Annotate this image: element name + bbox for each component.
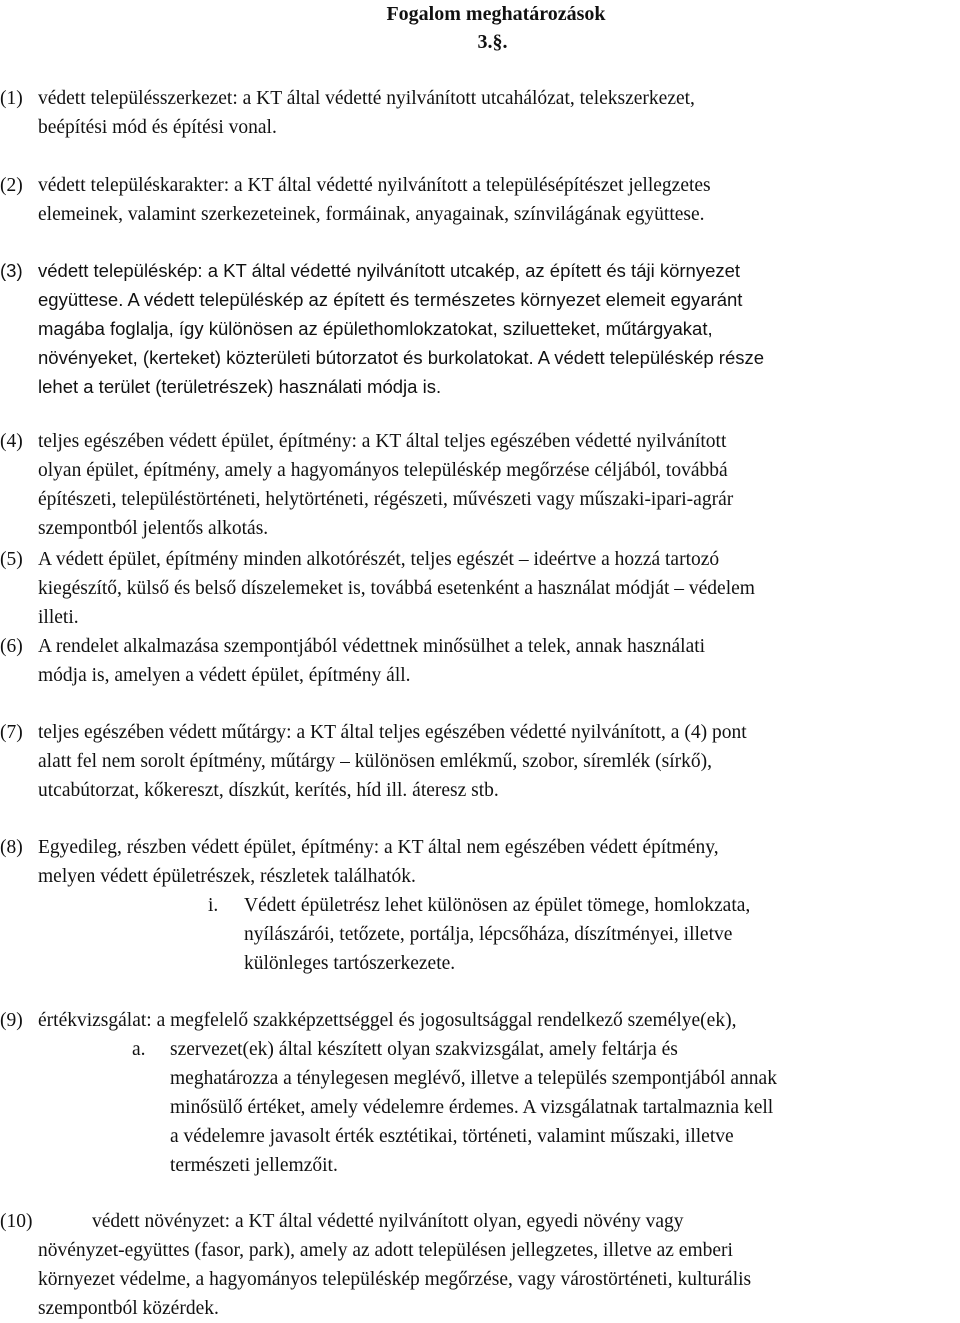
section-number: 3.§. (477, 31, 508, 53)
paragraph-text: illeti. (38, 607, 79, 628)
paragraph-6 (0, 632, 705, 690)
paragraph-text: alatt fel nem sorolt építmény, műtárgy – különösen emlékmű, szobor, síremlék (sírkő), (38, 751, 712, 772)
sub-item-text: a védelemre javasolt érték esztétikai, történeti, valamint műszaki, illetve (170, 1126, 734, 1147)
paragraph-text: Egyedileg, részben védett épület, építmény: a KT által nem egészében védett építmény, (38, 837, 719, 858)
paragraph-text: szempontból közérdek. (38, 1298, 219, 1319)
paragraph-text: védett településkép: a KT által védetté nyilvánított utcakép, az épített és táji környezet (38, 260, 741, 281)
paragraph-text: lehet a terület (területrészek) használati módja is. (38, 376, 442, 397)
sub-item-text: meghatározza a ténylegesen meglévő, illetve a település szempontjából annak (170, 1068, 777, 1089)
paragraph-text: A védett településkép része (533, 347, 765, 368)
paragraph-2 (0, 171, 711, 229)
sub-item-a (132, 1035, 777, 1180)
sub-item-i (208, 891, 750, 978)
paragraph-number: (9) (0, 1010, 23, 1031)
paragraph-text: A rendelet alkalmazása szempontjából védettnek minősülhet a telek, annak használati (38, 636, 706, 657)
paragraph-text: kiegészítő, külső és belső díszelemeket is, továbbá esetenként a használat módját – védelem (38, 578, 755, 599)
paragraph-text: A védett épület, építmény minden alkotórészét, teljes egészét – ideértve a hozzá tartozó (38, 549, 720, 570)
paragraph-8 (0, 833, 719, 891)
paragraph-number: (8) (0, 837, 23, 858)
paragraph-1 (0, 84, 695, 142)
sub-item-text: nyílászárói, tetőzete, portálja, lépcsőháza, díszítményei, illetve (244, 924, 733, 945)
paragraph-number: (3) (0, 260, 23, 281)
document-title: Fogalom meghatározások (386, 3, 606, 25)
paragraph-number: (4) (0, 431, 23, 452)
paragraph-number: (10) (0, 1211, 33, 1232)
paragraph-text: melyen védett épületrészek, részletek találhatók. (38, 866, 416, 887)
sub-item-marker: a. (132, 1039, 146, 1060)
sub-item-text: különleges tartószerkezete. (244, 953, 456, 974)
paragraph-text: elemeinek, valamint szerkezeteinek, formáinak, anyagainak, színvilágának együttese. (38, 204, 705, 225)
sub-item-text: minősülő értéket, amely védelemre érdemes. A vizsgálatnak tartalmaznia kell (170, 1097, 774, 1118)
paragraph-number: (5) (0, 549, 23, 570)
paragraph-text: A védett településkép az épített és természetes környezet elemeit egyaránt (123, 289, 743, 310)
paragraph-text: együttese. (38, 289, 124, 310)
paragraph-text: olyan épület, építmény, amely a hagyományos településkép megőrzése céljából, továbbá (38, 460, 728, 481)
paragraph-number: (7) (0, 722, 23, 743)
paragraph-text: védett növényzet: a KT által védetté nyilvánított olyan, egyedi növény vagy (92, 1211, 684, 1232)
paragraph-5 (0, 545, 755, 632)
paragraph-text: módja is, amelyen a védett épület, építmény áll. (38, 665, 411, 686)
paragraph-text: növényzet-együttes (fasor, park), amely az adott településen jellegzetes, illetve az emberi (38, 1240, 733, 1261)
paragraph-number: (1) (0, 88, 23, 109)
paragraph-3 (0, 256, 764, 401)
paragraph-text: védett településszerkezet: a KT által védetté nyilvánított utcahálózat, telekszerkezet, (38, 88, 695, 109)
sub-item-text: szervezet(ek) által készített olyan szakvizsgálat, amely feltárja és (170, 1039, 678, 1060)
paragraph-number: (6) (0, 636, 23, 657)
paragraph-text: növényeket, (kerteket) közterületi bútorzatot és burkolatokat. (38, 347, 534, 368)
paragraph-text: beépítési mód és építési vonal. (38, 117, 277, 138)
paragraph-text: szempontból jelentős alkotás. (38, 518, 269, 539)
sub-item-text: természeti jellemzőit. (170, 1155, 338, 1176)
paragraph-7 (0, 718, 747, 805)
paragraph-text: védett településkarakter: a KT által védetté nyilvánított a településépítészet jellegzetes (38, 175, 711, 196)
sub-item-text: Védett épületrész lehet különösen az épület tömege, homlokzata, (244, 895, 751, 916)
paragraph-text: utcabútorzat, kőkereszt, díszkút, kerítés, híd ill. áteresz stb. (38, 780, 499, 801)
paragraph-4 (0, 427, 733, 543)
paragraph-text: építészeti, településtörténeti, helytörténeti, régészeti, művészeti vagy műszaki-ipari-agrár (38, 489, 734, 510)
sub-item-marker: i. (208, 895, 219, 916)
paragraph-10 (0, 1207, 751, 1323)
paragraph-9 (0, 1006, 736, 1035)
paragraph-text: környezet védelme, a hagyományos településkép megőrzése, vagy várostörténeti, kulturális (38, 1269, 752, 1290)
paragraph-number: (2) (0, 175, 23, 196)
paragraph-text: magába foglalja, így különösen az épülethomlokzatokat, sziluetteket, műtárgyakat, (38, 318, 713, 339)
paragraph-text: teljes egészében védett épület, építmény: a KT által teljes egészében védetté nyilvánított (38, 431, 727, 452)
paragraph-text: teljes egészében védett műtárgy: a KT által teljes egészében védetté nyilvánított, a (4) pont (38, 722, 747, 743)
paragraph-text: értékvizsgálat: a megfelelő szakképzettséggel és jogosultsággal rendelkező személye(ek), (38, 1010, 737, 1031)
